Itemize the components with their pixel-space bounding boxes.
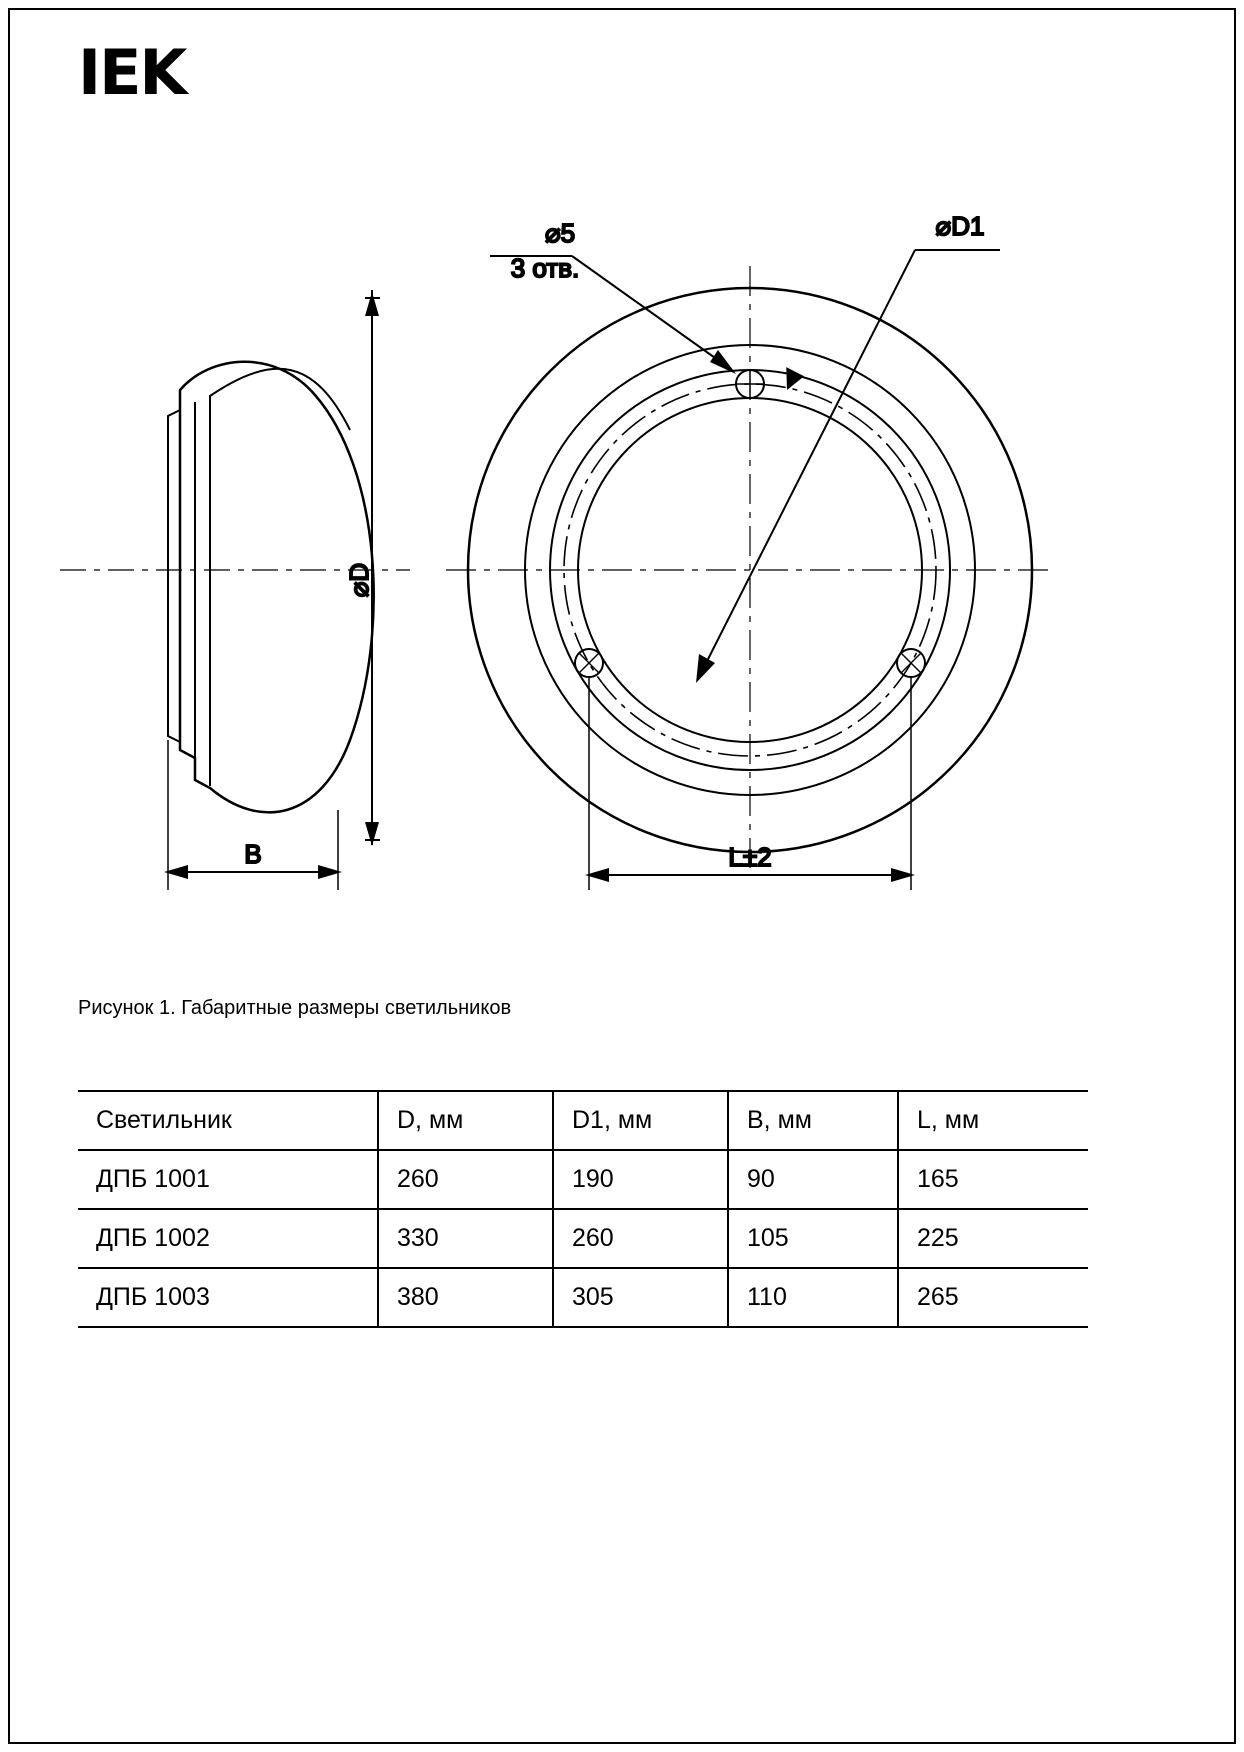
table-header-row	[78, 1091, 1088, 1150]
label-d: ⌀D	[344, 562, 374, 598]
figure-caption: Рисунок 1. Габаритные размеры светильников	[78, 997, 512, 1019]
label-hole-diameter: ⌀5	[544, 218, 576, 248]
table-cell: 165	[898, 1150, 1088, 1209]
table-cell: 105	[728, 1209, 898, 1268]
table-cell: 260	[378, 1150, 553, 1209]
label-hole-count: 3 отв.	[510, 253, 580, 283]
specs-table	[78, 1090, 1088, 1328]
table-header-cell: B, мм	[728, 1091, 898, 1150]
front-view	[446, 211, 1054, 890]
table-cell: 90	[728, 1150, 898, 1209]
table-header-cell: D, мм	[378, 1091, 553, 1150]
table-row	[78, 1268, 1088, 1327]
table-cell: 380	[378, 1268, 553, 1327]
table-cell: 225	[898, 1209, 1088, 1268]
table-cell: 305	[553, 1268, 728, 1327]
label-l: L±2	[728, 842, 772, 872]
table-cell: ДПБ 1003	[78, 1268, 378, 1327]
table-cell: ДПБ 1001	[78, 1150, 378, 1209]
table-cell: 190	[553, 1150, 728, 1209]
label-b: B	[244, 839, 262, 869]
table-cell: ДПБ 1002	[78, 1209, 378, 1268]
iek-logo: IEK	[78, 36, 186, 109]
table-cell: 260	[553, 1209, 728, 1268]
dimension-drawing	[60, 180, 1160, 960]
table-header-cell: L, мм	[898, 1091, 1088, 1150]
label-d1: ⌀D1	[935, 211, 985, 241]
table-row	[78, 1209, 1088, 1268]
table-cell: 265	[898, 1268, 1088, 1327]
table-cell: 110	[728, 1268, 898, 1327]
table-cell: 330	[378, 1209, 553, 1268]
table-header-cell: D1, мм	[553, 1091, 728, 1150]
specs-table-container	[78, 1090, 1088, 1328]
table-header-cell: Светильник	[78, 1091, 378, 1150]
table-row	[78, 1150, 1088, 1209]
